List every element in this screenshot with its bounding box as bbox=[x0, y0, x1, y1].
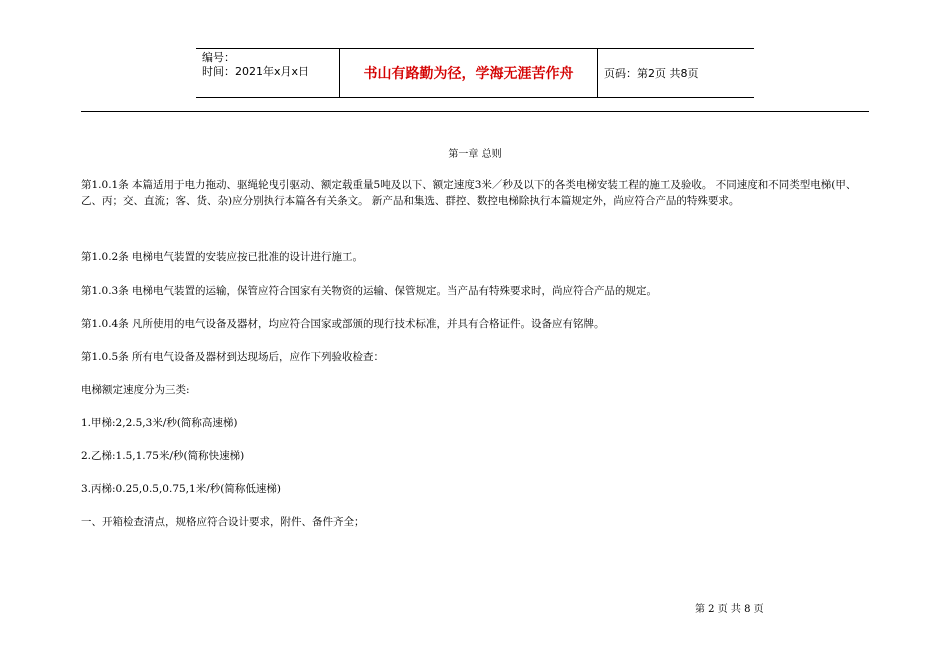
list-item: 3.丙梯:0.25,0.5,0.75,1米/秒(简称低速梯) bbox=[81, 483, 281, 495]
paragraph: 第1.0.3条 电梯电气装置的运输，保管应符合国家有关物资的运输、保管规定。当产品有特殊要求时，尚应符合产品的规定。 bbox=[81, 285, 658, 297]
page-footer: 第 2 页 共 8 页 bbox=[695, 604, 764, 615]
page-header bbox=[196, 48, 754, 98]
paragraph: 第1.0.2条 电梯电气装置的安装应按已批准的设计进行施工。 bbox=[81, 251, 364, 263]
header-motto: 书山有路勤为径，学海无涯苦作舟 bbox=[340, 49, 598, 97]
header-meta-cell bbox=[196, 49, 340, 97]
number-label: 编号： bbox=[202, 51, 235, 64]
paragraph: 电梯额定速度分为三类: bbox=[81, 384, 190, 396]
time-label: 时间：2021年x月x日 bbox=[202, 65, 310, 78]
list-item: 2.乙梯:1.5,1.75米/秒(简称快速梯) bbox=[81, 450, 245, 462]
paragraph: 第1.0.4条 凡所使用的电气设备及器材，均应符合国家或部颁的现行技术标准，并具有合格证件。设备应有铭牌。 bbox=[81, 318, 605, 330]
paragraph: 一、开箱检查清点，规格应符合设计要求，附件、备件齐全； bbox=[81, 516, 365, 528]
list-item: 1.甲梯:2,2.5,3米/秒(简称高速梯) bbox=[81, 417, 238, 429]
chapter-title: 第一章 总则 bbox=[448, 149, 502, 160]
paragraph: 第1.0.1条 本篇适用于电力拖动、驱绳轮曳引驱动、额定载重量5吨及以下、额定速度3米／秒及以下的各类电梯安装工程的施工及验收。 不同速度和不同类型电梯(甲、乙、丙；交、直流；客、货、杂)应分别执行本篇各有关条文。 新产品和集选、群控、数控电梯除执行本篇规定外，尚应符合产品的特殊要求。 bbox=[81, 179, 857, 207]
header-page-label: 页码：第2页 共8页 bbox=[604, 67, 699, 80]
paragraph: 第1.0.5条 所有电气设备及器材到达现场后，应作下列验收检查： bbox=[81, 351, 385, 363]
header-rule bbox=[81, 111, 869, 112]
